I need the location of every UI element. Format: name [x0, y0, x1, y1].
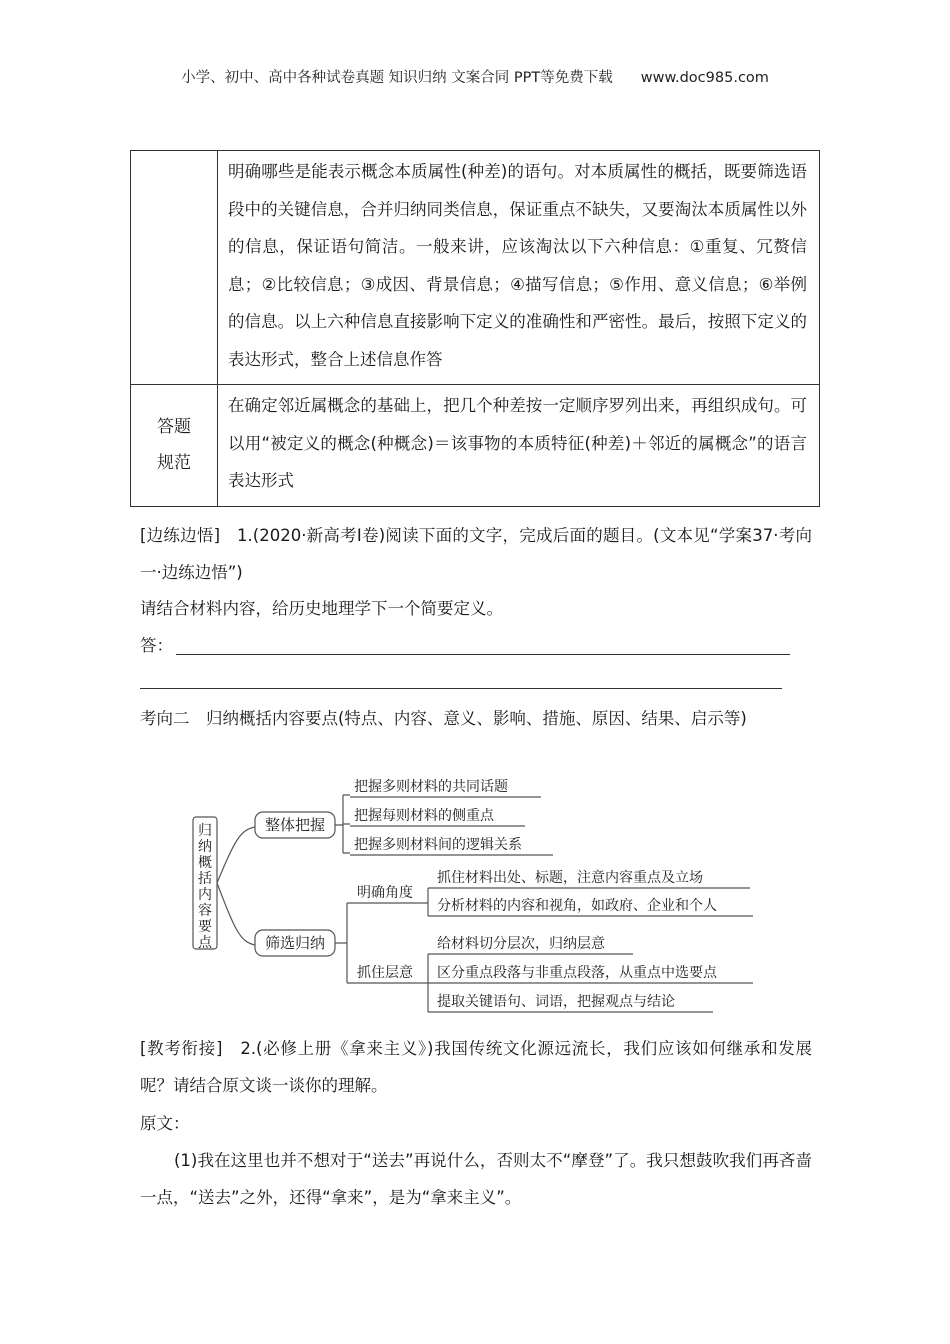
- mindmap-root-char: 纳: [198, 839, 212, 855]
- mindmap-leaf: 把握每则材料的侧重点: [354, 808, 494, 824]
- mindmap-root-char: 点: [198, 935, 212, 951]
- exercise-1-prompt: [边练边悟] 1.(2020·新高考Ⅰ卷)阅读下面的文字，完成后面的题目。(文本见“学案37·考向一·边练边悟”): [140, 526, 812, 582]
- mindmap-leaf: 区分重点段落与非重点段落，从重点中选要点: [437, 965, 717, 981]
- header-text: 小学、初中、高中各种试卷真题 知识归纳 文案合同 PPT等免费下载: [181, 70, 613, 86]
- answer-blank-line[interactable]: [176, 654, 790, 655]
- mindmap-root-char: 括: [198, 871, 212, 887]
- mindmap-connector: [335, 903, 354, 983]
- table-row: [131, 385, 820, 507]
- method-table: [130, 150, 820, 507]
- original-paragraph-1: (1)我在这里也并不想对于“送去”再说什么，否则太不“摩登”了。我只想鼓吹我们再吝啬一点，“送去”之外，还得“拿来”，是为“拿来主义”。: [140, 1151, 812, 1207]
- table-row-label-empty: [131, 151, 218, 385]
- mindmap-connector: [422, 954, 434, 1012]
- table-row: [131, 151, 820, 385]
- mindmap-sub-label: 明确角度: [357, 885, 413, 901]
- table-cell: [218, 151, 820, 385]
- page-header: [0, 66, 950, 87]
- mindmap-leaf: 抓住材料出处、标题，注意内容重点及立场: [437, 870, 703, 886]
- table-cell: [218, 385, 820, 507]
- mindmap-connector: [217, 827, 255, 883]
- answer-blank-line[interactable]: [140, 688, 782, 689]
- header-url[interactable]: www.doc985.com: [640, 70, 769, 86]
- answer-norm-content: 在确定邻近属概念的基础上，把几个种差按一定顺序罗列出来，再组织成句。可以用“被定义的概念(种概念)＝该事物的本质特征(种差)＋邻近的属概念”的语言表达形式: [228, 396, 807, 490]
- method-content: 明确哪些是能表示概念本质属性(种差)的语句。对本质属性的概括，既要筛选语段中的关键信息，合并归纳同类信息，保证重点不缺失，又要淘汰本质属性以外的信息，保证语句简洁。一般来讲，应该淘汰以下六种信息：①重复、冗赘信息；②比较信息；③成因、背景信息；④描写信息；⑤作用、意义信息；⑥举例的信息。以上六种信息直接影响下定义的准确性和严密性。最后，按照下定义的表达形式，整合上述信息作答: [228, 162, 807, 369]
- mindmap-connector: [422, 888, 434, 916]
- exercise-2-prompt: [教考衔接] 2.(必修上册《拿来主义》)我国传统文化源远流长，我们应该如何继承和发展呢？请结合原文谈一谈你的理解。: [140, 1039, 812, 1095]
- original-text-label: 原文：: [140, 1114, 190, 1133]
- mindmap-connector: [335, 795, 350, 853]
- mindmap-branch-label: 整体把握: [264, 816, 326, 834]
- mindmap-root-char: 容: [198, 903, 212, 919]
- mindmap-diagram: [185, 770, 770, 1015]
- section-2-title: 考向二 归纳概括内容要点(特点、内容、意义、影响、措施、原因、结果、启示等): [140, 709, 747, 728]
- label-line: 规范: [157, 453, 191, 474]
- mindmap-leaf: 把握多则材料的共同话题: [354, 779, 508, 795]
- mindmap-root-char: 概: [198, 855, 212, 871]
- mindmap-branch-label: 筛选归纳: [264, 934, 326, 952]
- mindmap-leaf: 分析材料的内容和视角，如政府、企业和个人: [437, 898, 717, 914]
- table-row-label: [131, 385, 218, 507]
- mindmap-sub-label: 抓住层意: [357, 965, 413, 981]
- answer-label: 答：: [140, 636, 173, 655]
- mindmap-root-char: 内: [198, 887, 212, 903]
- mindmap-leaf: 提取关键语句、词语，把握观点与结论: [437, 994, 675, 1010]
- label-line: 答题: [157, 417, 191, 438]
- mindmap-root-char: 归: [198, 823, 212, 839]
- mindmap-root-char: 要: [198, 919, 212, 935]
- mindmap-leaf: 把握多则材料间的逻辑关系: [354, 837, 522, 853]
- mindmap-connector: [217, 883, 255, 945]
- mindmap-leaf: 给材料切分层次，归纳层意: [437, 936, 605, 952]
- exercise-1-question: 请结合材料内容，给历史地理学下一个简要定义。: [140, 599, 503, 618]
